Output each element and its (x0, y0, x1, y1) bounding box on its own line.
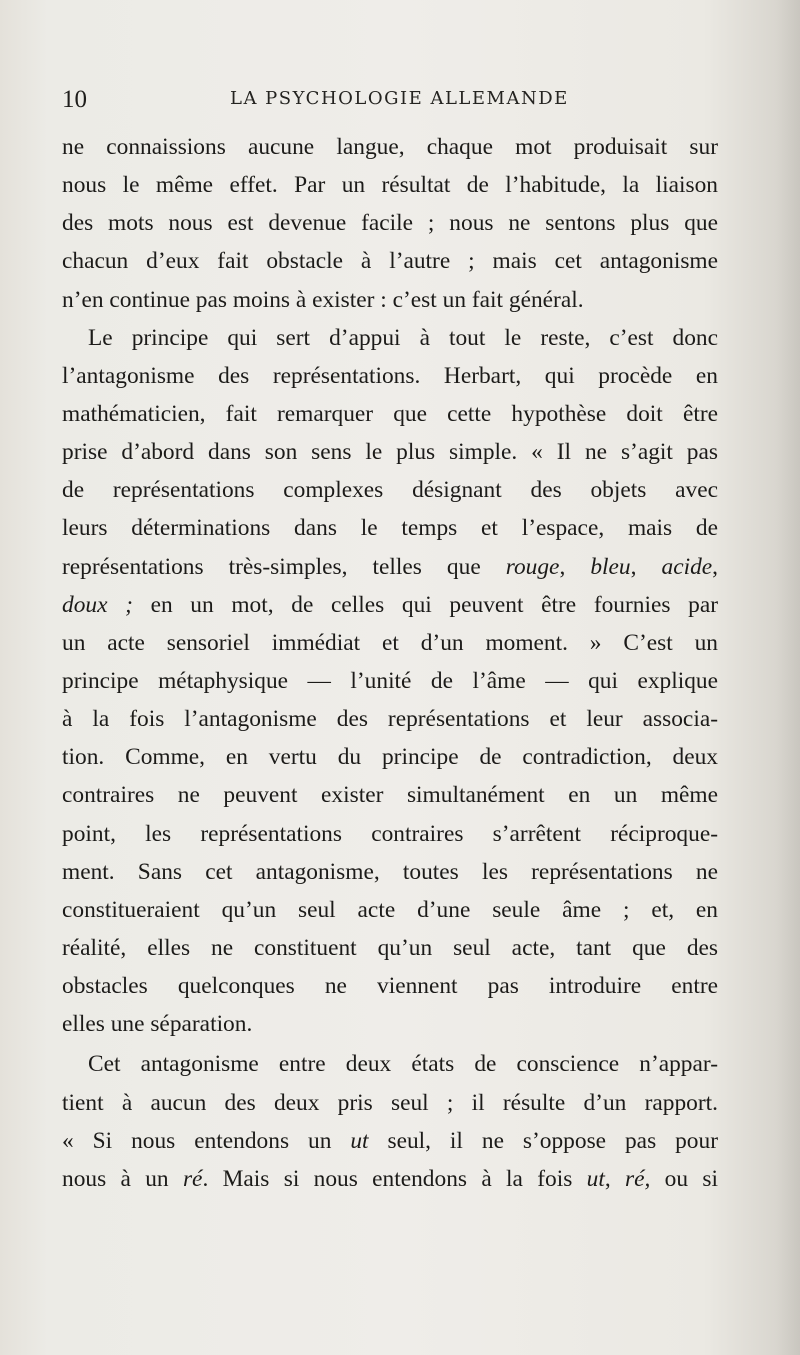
text-run: , (604, 1165, 626, 1192)
text-line: à la fois l’antagonisme des représentations et leur associa- (62, 706, 718, 733)
text-line-with-italics (62, 1160, 718, 1198)
text-line: Le principe qui sert d’appui à tout le reste, c’est donc (88, 324, 718, 351)
text-run: nous à un (62, 1165, 183, 1192)
text-run: représentations très-simples, telles que (62, 553, 506, 580)
text-line: un acte sensoriel immédiat et d’un moment. » C’est un (62, 629, 718, 656)
text-line: chacun d’eux fait obstacle à l’autre ; mais cet antagonisme (62, 248, 718, 275)
text-line: n’en continue pas moins à exister : c’est un fait général. (62, 286, 584, 313)
running-head: LA PSYCHOLOGIE ALLEMANDE (230, 88, 569, 109)
text-line: ment. Sans cet antagonisme, toutes les représentations ne (62, 858, 718, 885)
text-line: tient à aucun des deux pris seul ; il résulte d’un rapport. (62, 1089, 718, 1116)
text-line: contraires ne peuvent exister simultanément en un même (62, 782, 718, 809)
text-line: constitueraient qu’un seul acte d’une seule âme ; et, en (62, 896, 718, 923)
text-run: ou si (650, 1165, 718, 1192)
text-line: leurs déterminations dans le temps et l’espace, mais de (62, 515, 718, 542)
body-text (62, 128, 718, 1198)
text-line-with-italics (62, 586, 718, 624)
text-run: seul, il ne s’oppose pas pour (368, 1127, 718, 1154)
text-line: mathématicien, fait remarquer que cette hypothèse doit être (62, 400, 718, 427)
text-line: ne connaissions aucune langue, chaque mot produisait sur (62, 134, 718, 160)
text-line: nous le même effet. Par un résultat de l’habitude, la liaison (62, 172, 718, 199)
italic-word: acide (661, 553, 713, 580)
text-line: prise d’abord dans son sens le plus simple. « Il ne s’agit pas (62, 439, 718, 466)
page-header (62, 84, 718, 118)
text-run: , (559, 553, 591, 580)
italic-word: doux ; (62, 591, 133, 618)
italic-word: ut (586, 1165, 605, 1192)
page-number: 10 (62, 86, 87, 113)
text-line: point, les représentations contraires s’arrêtent réciproque- (62, 820, 718, 847)
text-run: , (630, 553, 662, 580)
text-line: de représentations complexes désignant des objets avec (62, 477, 718, 504)
text-line: des mots nous est devenue facile ; nous ne sentons plus que (62, 210, 718, 237)
italic-word: bleu (590, 553, 631, 580)
text-line: réalité, elles ne constituent qu’un seul acte, tant que des (62, 934, 718, 961)
text-run: en un mot, de celles qui peuvent être fournies par (132, 591, 718, 618)
text-line: obstacles quelconques ne viennent pas introduire entre (62, 973, 718, 1000)
italic-word: rouge (505, 553, 560, 580)
text-run: , (712, 553, 718, 580)
text-run: . Mais si nous entendons à la fois (202, 1165, 587, 1192)
text-line: l’antagonisme des représentations. Herbart, qui procède en (62, 362, 718, 389)
text-line: tion. Comme, en vertu du principe de contradiction, deux (62, 744, 718, 771)
italic-word: ré, (625, 1165, 651, 1192)
text-line: principe métaphysique — l’unité de l’âme — qui explique (62, 667, 718, 694)
text-line: elles une séparation. (62, 1011, 253, 1038)
italic-word: ut (350, 1127, 369, 1154)
text-line-with-italics (62, 548, 718, 586)
text-line: Cet antagonisme entre deux états de conscience n’appar- (88, 1051, 718, 1078)
italic-word: ré (182, 1165, 203, 1192)
text-run: « Si nous entendons un (62, 1127, 351, 1154)
text-line-with-italics (62, 1122, 718, 1160)
